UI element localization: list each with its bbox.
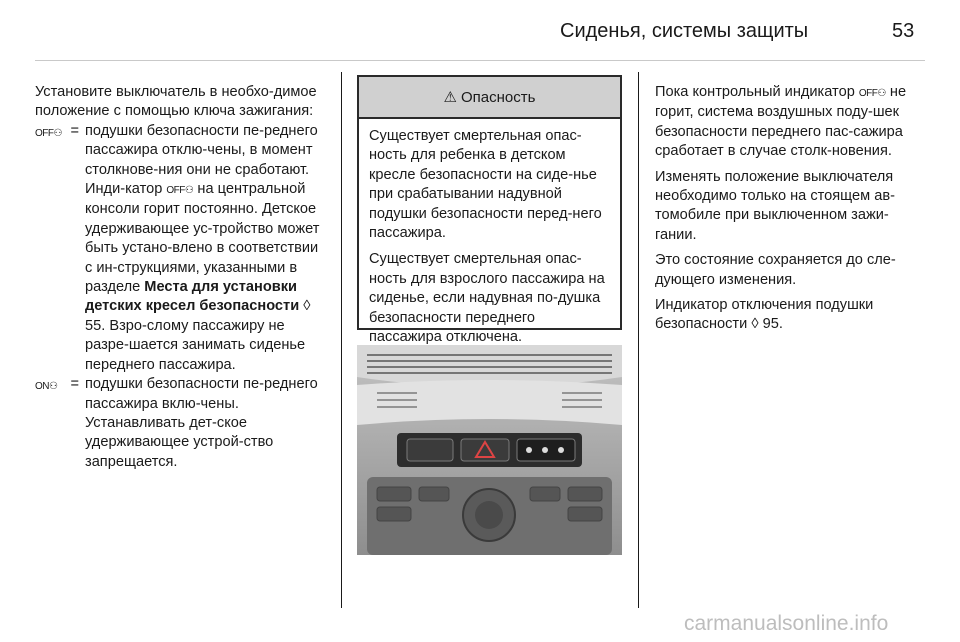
airbag-off-inline-icon: OFF⚇	[858, 88, 886, 99]
airbag-off-inline-icon: OFF⚇	[166, 185, 194, 197]
header-divider	[35, 60, 925, 61]
list-item-on	[35, 375, 327, 472]
warning-paragraph-2: Существует смертельная опас-ность для взрослого пассажира на сиденье, если надувная по-душка безопасности переднего пассажира отключена.	[369, 251, 605, 346]
right-column	[655, 83, 925, 335]
airbag-off-icon: OFF⚇	[35, 127, 62, 139]
item-on-text: подушки безопасности пе-реднего пассажира вклю-чены. Устанавливать дет-ское удерживающее устрой-ство запрещается.	[85, 376, 318, 470]
page-title: Сиденья, системы защиты	[560, 20, 809, 42]
page-reference[interactable]: ◊ 55	[85, 298, 311, 334]
airbag-on-icon: ON⚇	[35, 381, 58, 393]
column-divider-left	[341, 72, 342, 608]
column-divider-right	[638, 72, 639, 608]
equals-sign: =	[70, 122, 79, 139]
right-paragraph-2: Изменять положение выключателя необходимо только на стоящем ав-томобиле при выключенном зажи-гании.	[655, 168, 895, 243]
page-number: 53	[892, 20, 915, 42]
equals-sign: =	[70, 376, 79, 393]
right-paragraph-4: Индикатор отключения подушки безопасности ◊ 95.	[655, 297, 874, 333]
danger-warning-box	[357, 75, 622, 346]
left-column	[35, 83, 327, 472]
list-item-off	[35, 122, 327, 375]
warning-header	[359, 77, 620, 119]
item-off-text: подушки безопасности пе-реднего пассажира отклю-чены, в момент столкнове-ния они не сработают. Инди-катор OFF⚇ на центральной консоли горит постоянно. Детское удерживающее ус-тройство может быть устано-влено в соответствии с ин-струкциями, указанными в разделе Места для установки детских кресел безопасности ◊ 55. Взро-слому пассажиру не разре-шается занимать сиденье переднего пассажира.	[85, 122, 320, 373]
warning-title: Опасность	[461, 88, 536, 106]
dashboard-photo	[357, 345, 622, 555]
watermark: carmanualsonline.info	[684, 612, 889, 635]
section-link[interactable]: Места для установки детских кресел безопасности	[85, 279, 300, 315]
warning-triangle-icon: ⚠	[443, 89, 457, 106]
intro-paragraph: Установите выключатель в необхо-димое положение с помощью ключа зажигания:	[35, 84, 317, 120]
right-paragraph-1: Пока контрольный индикатор OFF⚇ не горит, система воздушных поду-шек безопасности переднего пас-сажира сработает в случае столк-новения.	[655, 84, 907, 160]
right-paragraph-3: Это состояние сохраняется до сле-дующего изменения.	[655, 252, 896, 288]
page-reference[interactable]: ◊ 95	[751, 316, 779, 333]
warning-paragraph-1: Существует смертельная опас-ность для ребенка в детском кресле безопасности на сиде-нье при срабатывании надувной подушки безопасности перед-него пассажира.	[369, 128, 602, 242]
